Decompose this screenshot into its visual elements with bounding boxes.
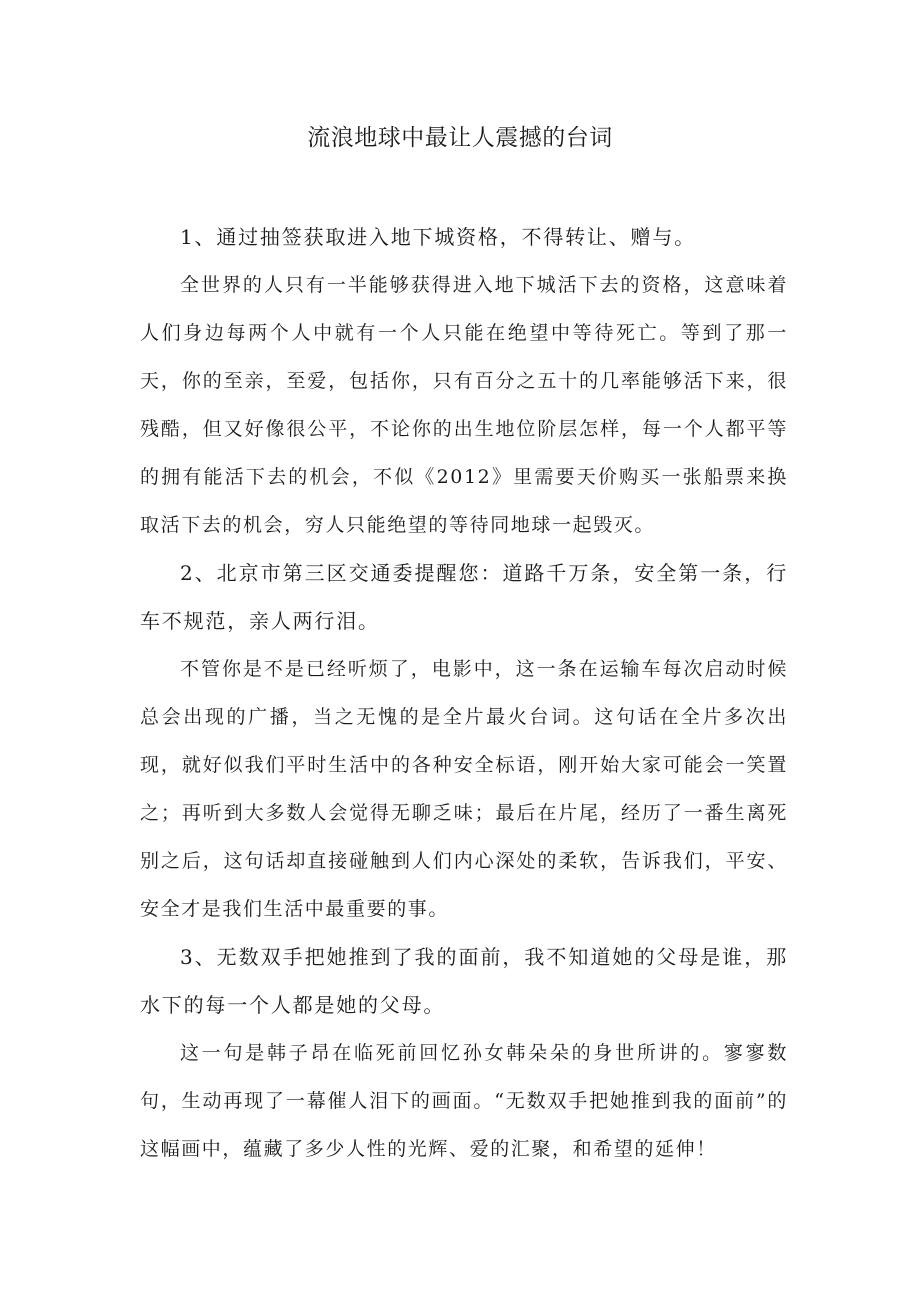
quote-explanation-3: 这一句是韩子昂在临死前回忆孙女韩朵朵的身世所讲的。寥寥数句，生动再现了一幕催人泪下的画面。“无数双手把她推到我的面前”的这幅画中，蕴藏了多少人性的光辉、爱的汇聚，和希望的延伸！	[140, 1042, 788, 1160]
quote-heading-1: 1、通过抽签获取进入地下城资格，不得转让、赠与。	[180, 225, 696, 249]
quote-heading-3: 3、无数双手把她推到了我的面前，我不知道她的父母是谁，那水下的每一个人都是她的父母。	[140, 945, 788, 1017]
quote-explanation-1: 全世界的人只有一半能够获得进入地下城活下去的资格，这意味着人们身边每两个人中就有一个人只能在绝望中等待死亡。等到了那一天，你的至亲，至爱，包括你，只有百分之五十的几率能够活下来，很残酷，但又好像很公平，不论你的出生地位阶层怎样，每一个人都平等的拥有能活下去的机会，不似《2012》里需要天价购买一张船票来换取活下去的机会，穷人只能绝望的等待同地球一起毁灭。	[140, 274, 788, 536]
document-title: 流浪地球中最让人震撼的台词	[307, 125, 613, 151]
document-body	[140, 213, 788, 1173]
quote-explanation-2: 不管你是不是已经听烦了，电影中，这一条在运输车每次启动时候总会出现的广播，当之无愧的是全片最火台词。这句话在全片多次出现，就好似我们平时生活中的各种安全标语，刚开始大家可能会一笑置之；再听到大多数人会觉得无聊乏味；最后在片尾，经历了一番生离死别之后，这句话却直接碰触到人们内心深处的柔软，告诉我们，平安、安全才是我们生活中最重要的事。	[140, 658, 788, 920]
quote-heading-2: 2、北京市第三区交通委提醒您：道路千万条，安全第一条，行车不规范，亲人两行泪。	[140, 561, 788, 633]
